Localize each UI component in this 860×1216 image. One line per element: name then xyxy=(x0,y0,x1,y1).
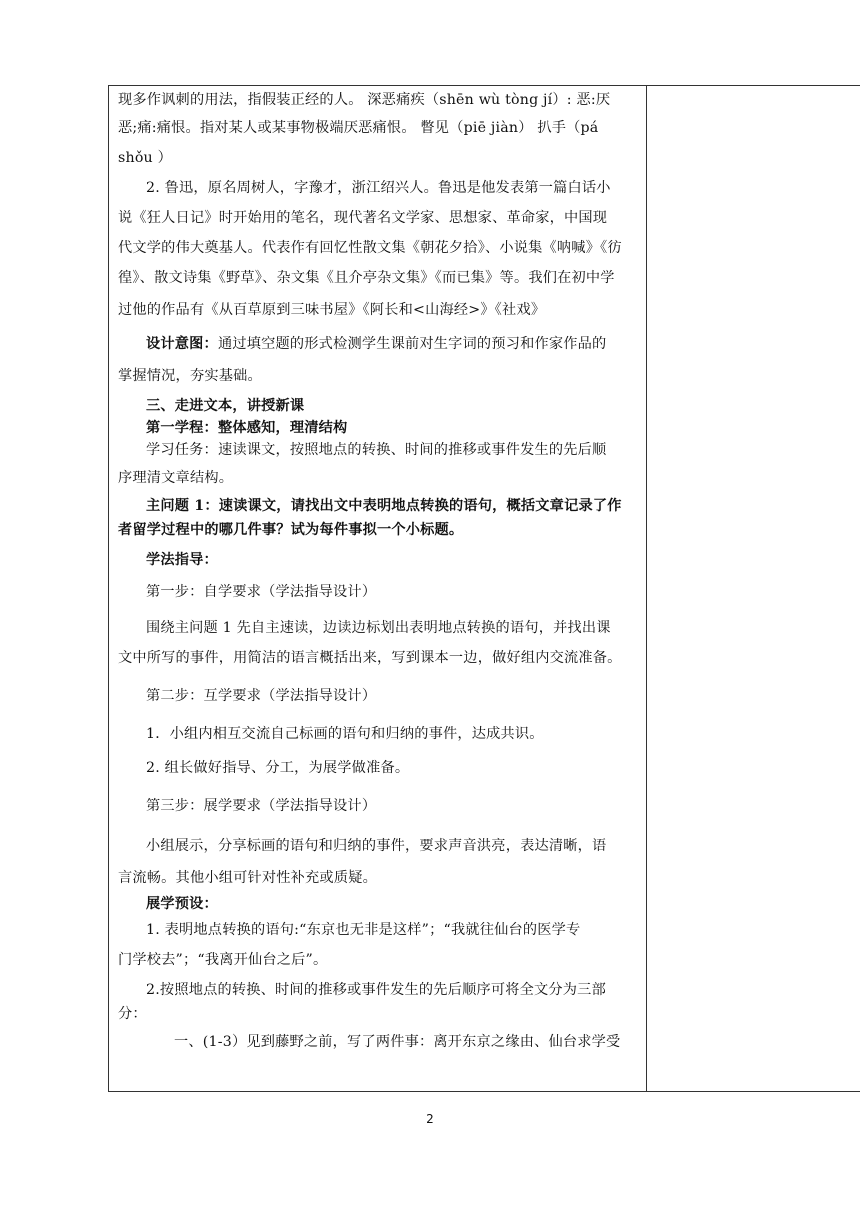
text-line: 2.按照地点的转换、时间的推移或事件发生的先后顺序可将全文分为三部 xyxy=(146,982,606,998)
text-line: 说《狂人日记》时开始用的笔名，现代著名文学家、思想家、革命家，中国现 xyxy=(118,210,608,226)
text-line: 2. 鲁迅，原名周树人，字豫才，浙江绍兴人。鲁迅是他发表第一篇白话小 xyxy=(146,180,611,196)
text-line: 现多作讽刺的用法，指假装正经的人。 深恶痛疾（shēn wù tòng jí）: 恶:厌 xyxy=(118,92,611,108)
page-number: 2 xyxy=(426,1112,434,1126)
design-intent-label: 设计意图： xyxy=(146,336,218,352)
text-line: 学习任务：速读课文，按照地点的转换、时间的推移或事件发生的先后顺 xyxy=(146,442,607,458)
text-line: 2. 组长做好指导、分工，为展学做准备。 xyxy=(146,760,410,776)
text-line: 1．小组内相互交流自己标画的语句和归纳的事件，达成共识。 xyxy=(146,726,544,742)
text-line: 恶;痛:痛恨。指对某人或某事物极端厌恶痛恨。 瞥见（piē jiàn） 扒手（pá xyxy=(118,120,599,136)
text-line: 围绕主问题 1 先自主速读，边读边标划出表明地点转换的语句，并找出课 xyxy=(146,620,611,636)
design-intent-text: 通过填空题的形式检测学生课前对生字词的预习和作家作品的 xyxy=(217,336,607,352)
text-line: 徨》、散文诗集《野草》、杂文集《且介亭杂文集》《而已集》等。我们在初中学 xyxy=(118,270,615,286)
text-line: 掌握情况，夯实基础。 xyxy=(118,368,262,384)
section-heading: 三、走进文本，讲授新课 xyxy=(146,398,305,414)
text-line: 代文学的伟大奠基人。代表作有回忆性散文集《朝花夕拾》、小说集《呐喊》《彷 xyxy=(118,240,622,256)
subsection-heading: 第一学程：整体感知，理清结构 xyxy=(146,420,348,436)
study-guide-heading: 学法指导： xyxy=(146,552,218,568)
text-line: shǒu ） xyxy=(118,150,172,166)
text-line: 小组展示，分享标画的语句和归纳的事件，要求声音洪亮，表达清晰，语 xyxy=(146,838,607,854)
step-heading: 第三步：展学要求（学法指导设计） xyxy=(146,798,377,814)
text-line: 言流畅。其他小组可针对性补充或质疑。 xyxy=(118,870,377,886)
text-line: 1. 表明地点转换的语句:“东京也无非是这样”；“我就往仙台的医学专 xyxy=(146,922,581,938)
step-heading: 第一步：自学要求（学法指导设计） xyxy=(146,584,377,600)
design-intent-line xyxy=(118,334,606,354)
text-line: 分： xyxy=(118,1006,147,1022)
column-divider xyxy=(646,85,647,1092)
text-line: 过他的作品有《从百草原到三味书屋》《阿长和<山海经>》《社戏》 xyxy=(118,302,546,318)
text-line: 序理清文章结构。 xyxy=(118,470,234,486)
preset-heading: 展学预设： xyxy=(146,896,218,912)
main-question: 者留学过程中的哪几件事？试为每件事拟一个小标题。 xyxy=(118,522,464,538)
step-heading: 第二步：互学要求（学法指导设计） xyxy=(146,688,377,704)
text-line: 门学校去”；“我离开仙台之后”。 xyxy=(118,952,328,968)
text-line: 一、(1-3）见到藤野之前，写了两件事：离开东京之缘由、仙台求学受 xyxy=(174,1034,621,1050)
text-line: 文中所写的事件，用简洁的语言概括出来，写到课本一边，做好组内交流准备。 xyxy=(118,650,622,666)
main-question: 主问题 1：速读课文，请找出文中表明地点转换的语句，概括文章记录了作 xyxy=(146,498,622,514)
